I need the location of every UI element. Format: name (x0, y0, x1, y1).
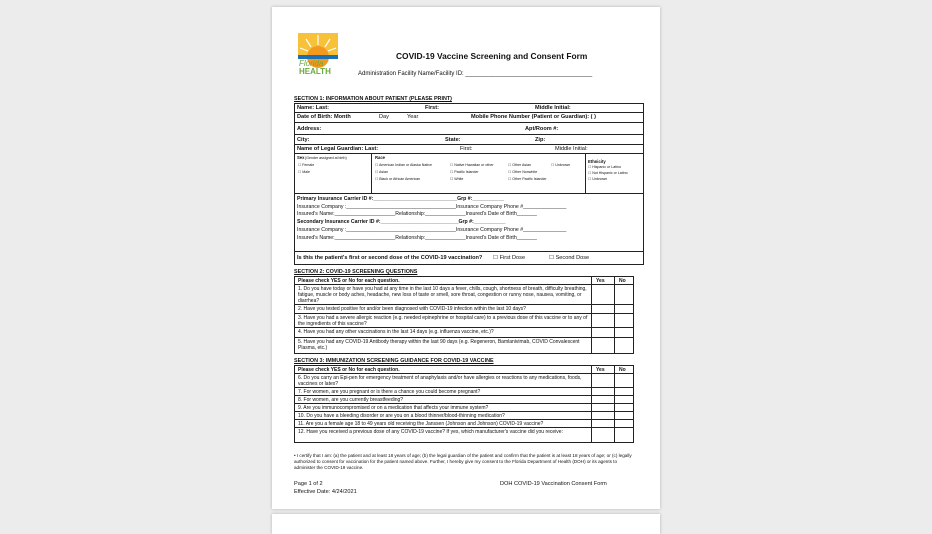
insurance-block[interactable]: Primary Insurance Carrier ID #:_____________________________Grp #:___________ Insurance Company :______________________________________Insurance Company Phone #_______________ Insured's Name:_____________________Relationship:______________Insured's Date of Birth_______ Secondary Insurance Carrier ID #:___________________________Grp #:___________ Insurance Company :______________________________________Insurance Company Phone #_______________ Insured's Name:_____________________Relationship:______________Insured's Date of Birth_______ (295, 194, 643, 252)
section3-title: SECTION 3: IMMUNIZATION SCREENING GUIDANCE FOR COVID-19 VACCINE (294, 358, 494, 364)
ethnicity-option[interactable]: ☐ Hispanic or Latino (588, 165, 621, 169)
section1-box (294, 103, 644, 265)
form-page-1 (272, 7, 660, 509)
question-row[interactable]: 4. Have you had any other vaccinations in the last 14 days (e.g. influenza vaccine, etc.)? (295, 328, 633, 338)
race-option[interactable]: ☐ Pacific Islander (450, 170, 479, 174)
question-row[interactable]: 11. Are you a female age 18 to 49 years old receiving the Janssen (Johnson and Johnson) COVID-19 vaccine? (295, 420, 633, 428)
city-row[interactable]: City: State: Zip: (295, 135, 643, 145)
svg-text:HEALTH: HEALTH (299, 67, 331, 75)
section3-header: Please check YES or No for each question. Yes No (295, 366, 633, 374)
florida-health-logo (298, 33, 338, 75)
sex-female[interactable]: ☐ Female (298, 163, 315, 167)
sex-male[interactable]: ☐ Male (298, 170, 311, 174)
effective-date: Effective Date: 4/24/2021 (294, 489, 357, 495)
question-row[interactable]: 6. Do you carry an Epi-pen for emergency treatment of anaphylaxis and/or have allergies or reactions to any medications, foods, vaccines or latex? (295, 374, 633, 388)
race-option[interactable]: ☐ Unknown (551, 163, 571, 167)
question-row[interactable]: 8. For women, are you currently breastfeeding? (295, 396, 633, 404)
question-row[interactable]: 12. Have you received a previous dose of any COVID-19 vaccine? If yes, which manufacturer's vaccine did you receive: (298, 429, 563, 435)
page-number: Page 1 of 2 (294, 481, 323, 487)
question-row[interactable]: 7. For women, are you pregnant or is there a chance you could become pregnant? (295, 388, 633, 396)
form-page-2 (272, 514, 660, 534)
question-row[interactable]: 1. Do you have today or have you had at any time in the last 10 days a fever, chills, cough, shortness of breath, difficulty breathing, fatigue, muscle or body aches, headache, new loss of taste or smell, sore throat, congestion or runny nose, nausea, vomiting, or diarrhea? (295, 285, 633, 305)
form-name: DOH COVID-19 Vaccination Consent Form (500, 481, 607, 487)
question-row[interactable]: 10. Do you have a bleeding disorder or are you on a blood thinner/blood-thinning medication? (295, 412, 633, 420)
guardian-row[interactable]: Name of Legal Guardian: Last: First: Middle Initial: (295, 145, 643, 154)
certification-text: • I certify that I am: (a) the patient and at least 18 years of age; (b) the legal guardian of the patient and confirm that the patient is at least 18 years of age; or (c) legally authorized to consent for vaccination for the patient named above. Further, I hereby give my consent to the Florida Department of Health (DOH) or its agents to administer the COVID-19 vaccine. (294, 453, 632, 470)
question-row[interactable]: 5. Have you had any COVID-19 Antibody therapy within the last 90 days (e.g. Regeneron, Bamlanivimab, COVID Convalescent Plasma, etc.) (298, 339, 580, 351)
dose-row: Is this the patient's first or second dose of the COVID-19 vaccination? ☐ First Dose ☐ Second Dose (297, 255, 590, 261)
second-dose-checkbox[interactable]: ☐ Second Dose (549, 255, 590, 261)
section1-title: SECTION 1: INFORMATION ABOUT PATIENT (PLEASE PRINT) (294, 96, 452, 102)
name-row[interactable]: Name: Last: First: Middle Initial: (295, 104, 643, 113)
section3-table (294, 365, 634, 443)
section2-header: Please check YES or No for each question. Yes No (295, 277, 633, 285)
svg-text:Florida: Florida (299, 59, 324, 68)
question-row[interactable]: 9. Are you immunocompromised or on a medication that affects your immune system? (295, 404, 633, 412)
ethnicity-option[interactable]: ☐ Unknown (588, 177, 608, 181)
question-row[interactable]: 3. Have you had a severe allergic reaction (e.g. needed epinephrine or hospital care) to a previous dose of this vaccine or to any of the ingredients of this vaccine? (295, 314, 633, 328)
race-option[interactable]: ☐ Asian (375, 170, 389, 174)
race-option[interactable]: ☐ Other Nonwhite (508, 170, 538, 174)
section2-table (294, 276, 634, 354)
race-option[interactable]: ☐ Native Hawaiian or other (450, 163, 494, 167)
dob-row[interactable]: Date of Birth: Month Day Year Mobile Phone Number (Patient or Guardian): ( ) (295, 113, 643, 123)
ethnicity-option[interactable]: ☐ Not Hispanic or Latino (588, 171, 628, 175)
race-option[interactable]: ☐ Other Asian (508, 163, 531, 167)
section2-title: SECTION 2: COVID-19 SCREENING QUESTIONS (294, 269, 418, 275)
question-row[interactable]: 2. Have you tested positive for and/or been diagnosed with COVID-19 infection within the last 10 days? (295, 305, 633, 314)
form-title: COVID-19 Vaccine Screening and Consent Form (396, 51, 588, 61)
race-option[interactable]: ☐ Black or African American (375, 177, 421, 181)
race-option[interactable]: ☐ White (450, 177, 464, 181)
address-row[interactable]: Address: Apt/Room #: (295, 123, 643, 135)
race-option[interactable]: ☐ Other Pacific Islander (508, 177, 547, 181)
facility-field[interactable]: Administration Facility Name/Facility ID: ______________________________________ (358, 71, 593, 77)
race-option[interactable]: ☐ American Indian or Alaska Native (375, 163, 432, 167)
first-dose-checkbox[interactable]: ☐ First Dose (493, 255, 526, 261)
demographics-row: Sex (Gender assigned at birth) ☐ Female ☐ Male Race ☐ American Indian or Alaska Native ☐ Asian ☐ Black or African American ☐ Native Hawaiian or other ☐ Pacific Islander ☐ White ☐ Other Asian ☐ Other Nonwhite ☐ Other Pacific Islander ☐ Unknown Ethnicity ☐ Hispanic or Latino ☐ Not Hispanic or Latino ☐ Unknown (295, 154, 643, 194)
